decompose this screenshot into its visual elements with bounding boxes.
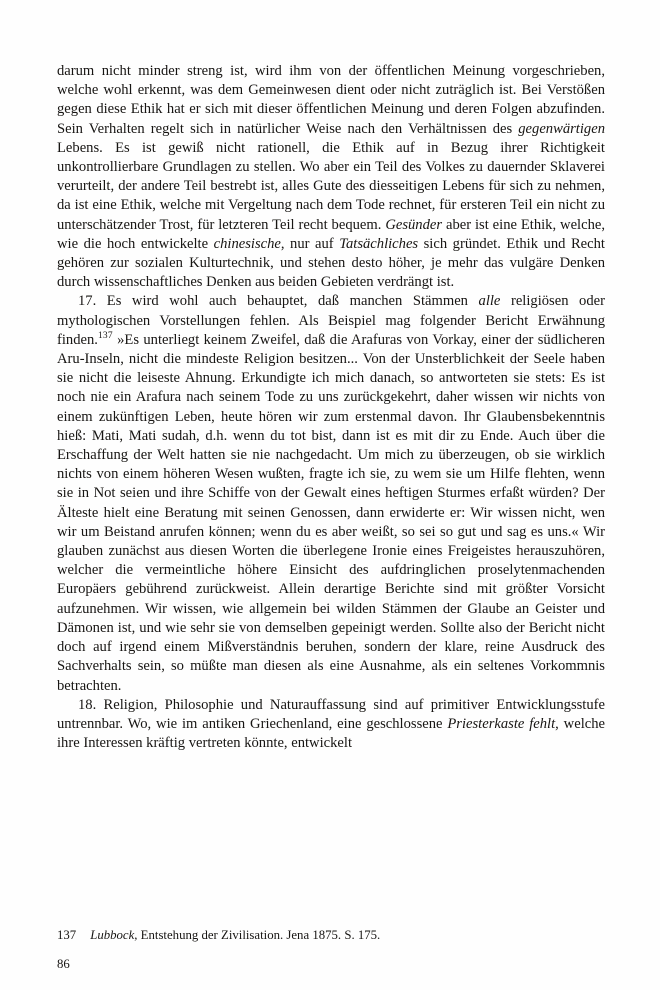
paragraph: 18. Religion, Philosophie und Naturauffassung sind auf primitiver Entwicklungsstufe untrennbar. Wo, wie im antiken Griechenland, eine geschlossene Priesterkaste fehlt, welche ihre Interessen kräftig vertreten könnte, entwickelt	[57, 696, 605, 752]
page-number: 86	[57, 957, 70, 971]
footnote-text: Lubbock, Entstehung der Zivilisation. Jena 1875. S. 175.	[90, 928, 381, 942]
body-text	[57, 62, 605, 753]
paragraph: 17. Es wird wohl auch behauptet, daß manchen Stämmen alle religiösen oder mythologischen Vorstellungen fehlen. Als Beispiel mag folgender Bericht Erwähnung finden.$^{137}$ »Es unterliegt keinem Zweifel, daß die Arafuras von Vorkay, einer der südlicheren Aru-Inseln, nicht die mindeste Religion besitzen... Von der Unsterblichkeit der Seele haben sie nicht die leiseste Ahnung. Erkundigte ich mich danach, so antworteten sie stets: Es ist noch nie ein Arafura nach seinem Tode zu uns zurückgekehrt, daher wissen wir nichts von einem zukünftigen Leben, heute hören wir zum erstenmal davon. Ihr Glaubensbekenntnis hieß: Mati, Mati sudah, d.h. wenn du tot bist, dann ist es mit dir zu Ende. Auch über die Erschaffung der Welt hatten sie nie nachgedacht. Um mich zu überzeugen, ob sie wirklich nichts von einem höheren Wesen wußten, fragte ich sie, zu wem sie um Hilfe flehten, wenn sie in Not seien und ihre Schiffe von der Gewalt eines heftigen Sturmes erfaßt würden? Der Älteste hielt eine Beratung mit seinen Genossen, dann erwiderte er: Wir wissen nicht, wen wir um Beistand anrufen können; wenn du es aber weißt, so sei so gut und sag es uns.« Wir glauben zunächst aus diesen Worten die überlegene Ironie eines Freigeistes herauszuhören, welcher die vermeintliche höhere Einsicht des aufdringlichen proselytenmachenden Europäers gebührend zurückweist. Allein derartige Berichte sind mit größter Vorsicht aufzunehmen. Wir wissen, wie allgemein bei wilden Stämmen der Glaube an Geister und Dämonen ist, und wie sehr sie von demselben gepeinigt werden. Sollte also der Bericht nicht doch auf irgend einem Mißverständnis beruhen, sondern der klare, reine Ausdruck des Sachverhalts sein, so müßte man diesen als eine Ausnahme, als ein seltenes Vorkommnis betrachten.	[57, 293, 605, 694]
footnote	[57, 927, 605, 944]
footnote-number: 137	[57, 928, 77, 942]
paragraph: darum nicht minder streng ist, wird ihm von der öffentlichen Meinung vorgeschrieben, welche wohl erkennt, was dem Gemeinwesen dient oder nicht zuträglich ist. Bei Verstößen gegen diese Ethik hat er sich mit dieser öffentlichen Meinung und deren Folgen abzufinden. Sein Verhalten regelt sich in natürlicher Weise nach den Verhältnissen des gegenwärtigen Lebens. Es ist gewiß nicht rationell, die Ethik auf in Bezug ihrer Richtigkeit unkontrollierbare Grundlagen zu stellen. Wo aber ein Teil des Volkes zu dauernder Sklaverei verurteilt, der andere Teil bestrebt ist, alles Gute des diesseitigen Lebens für sich zu nehmen, da ist eine Ethik, welche mit Vergeltung nach dem Tode rechnet, für ersteren Teil ein nicht zu unterschätzender Trost, für letzteren Teil recht bequem. Gesünder aber ist eine Ethik, welche, wie die hoch entwickelte chinesische, nur auf Tatsächliches sich gründet. Ethik und Recht gehören zur sozialen Kulturtechnik, und stehen desto höher, je mehr das vulgäre Denken durch wissenschaftliches Denken aus beiden Gebieten verdrängt ist.	[57, 63, 605, 291]
